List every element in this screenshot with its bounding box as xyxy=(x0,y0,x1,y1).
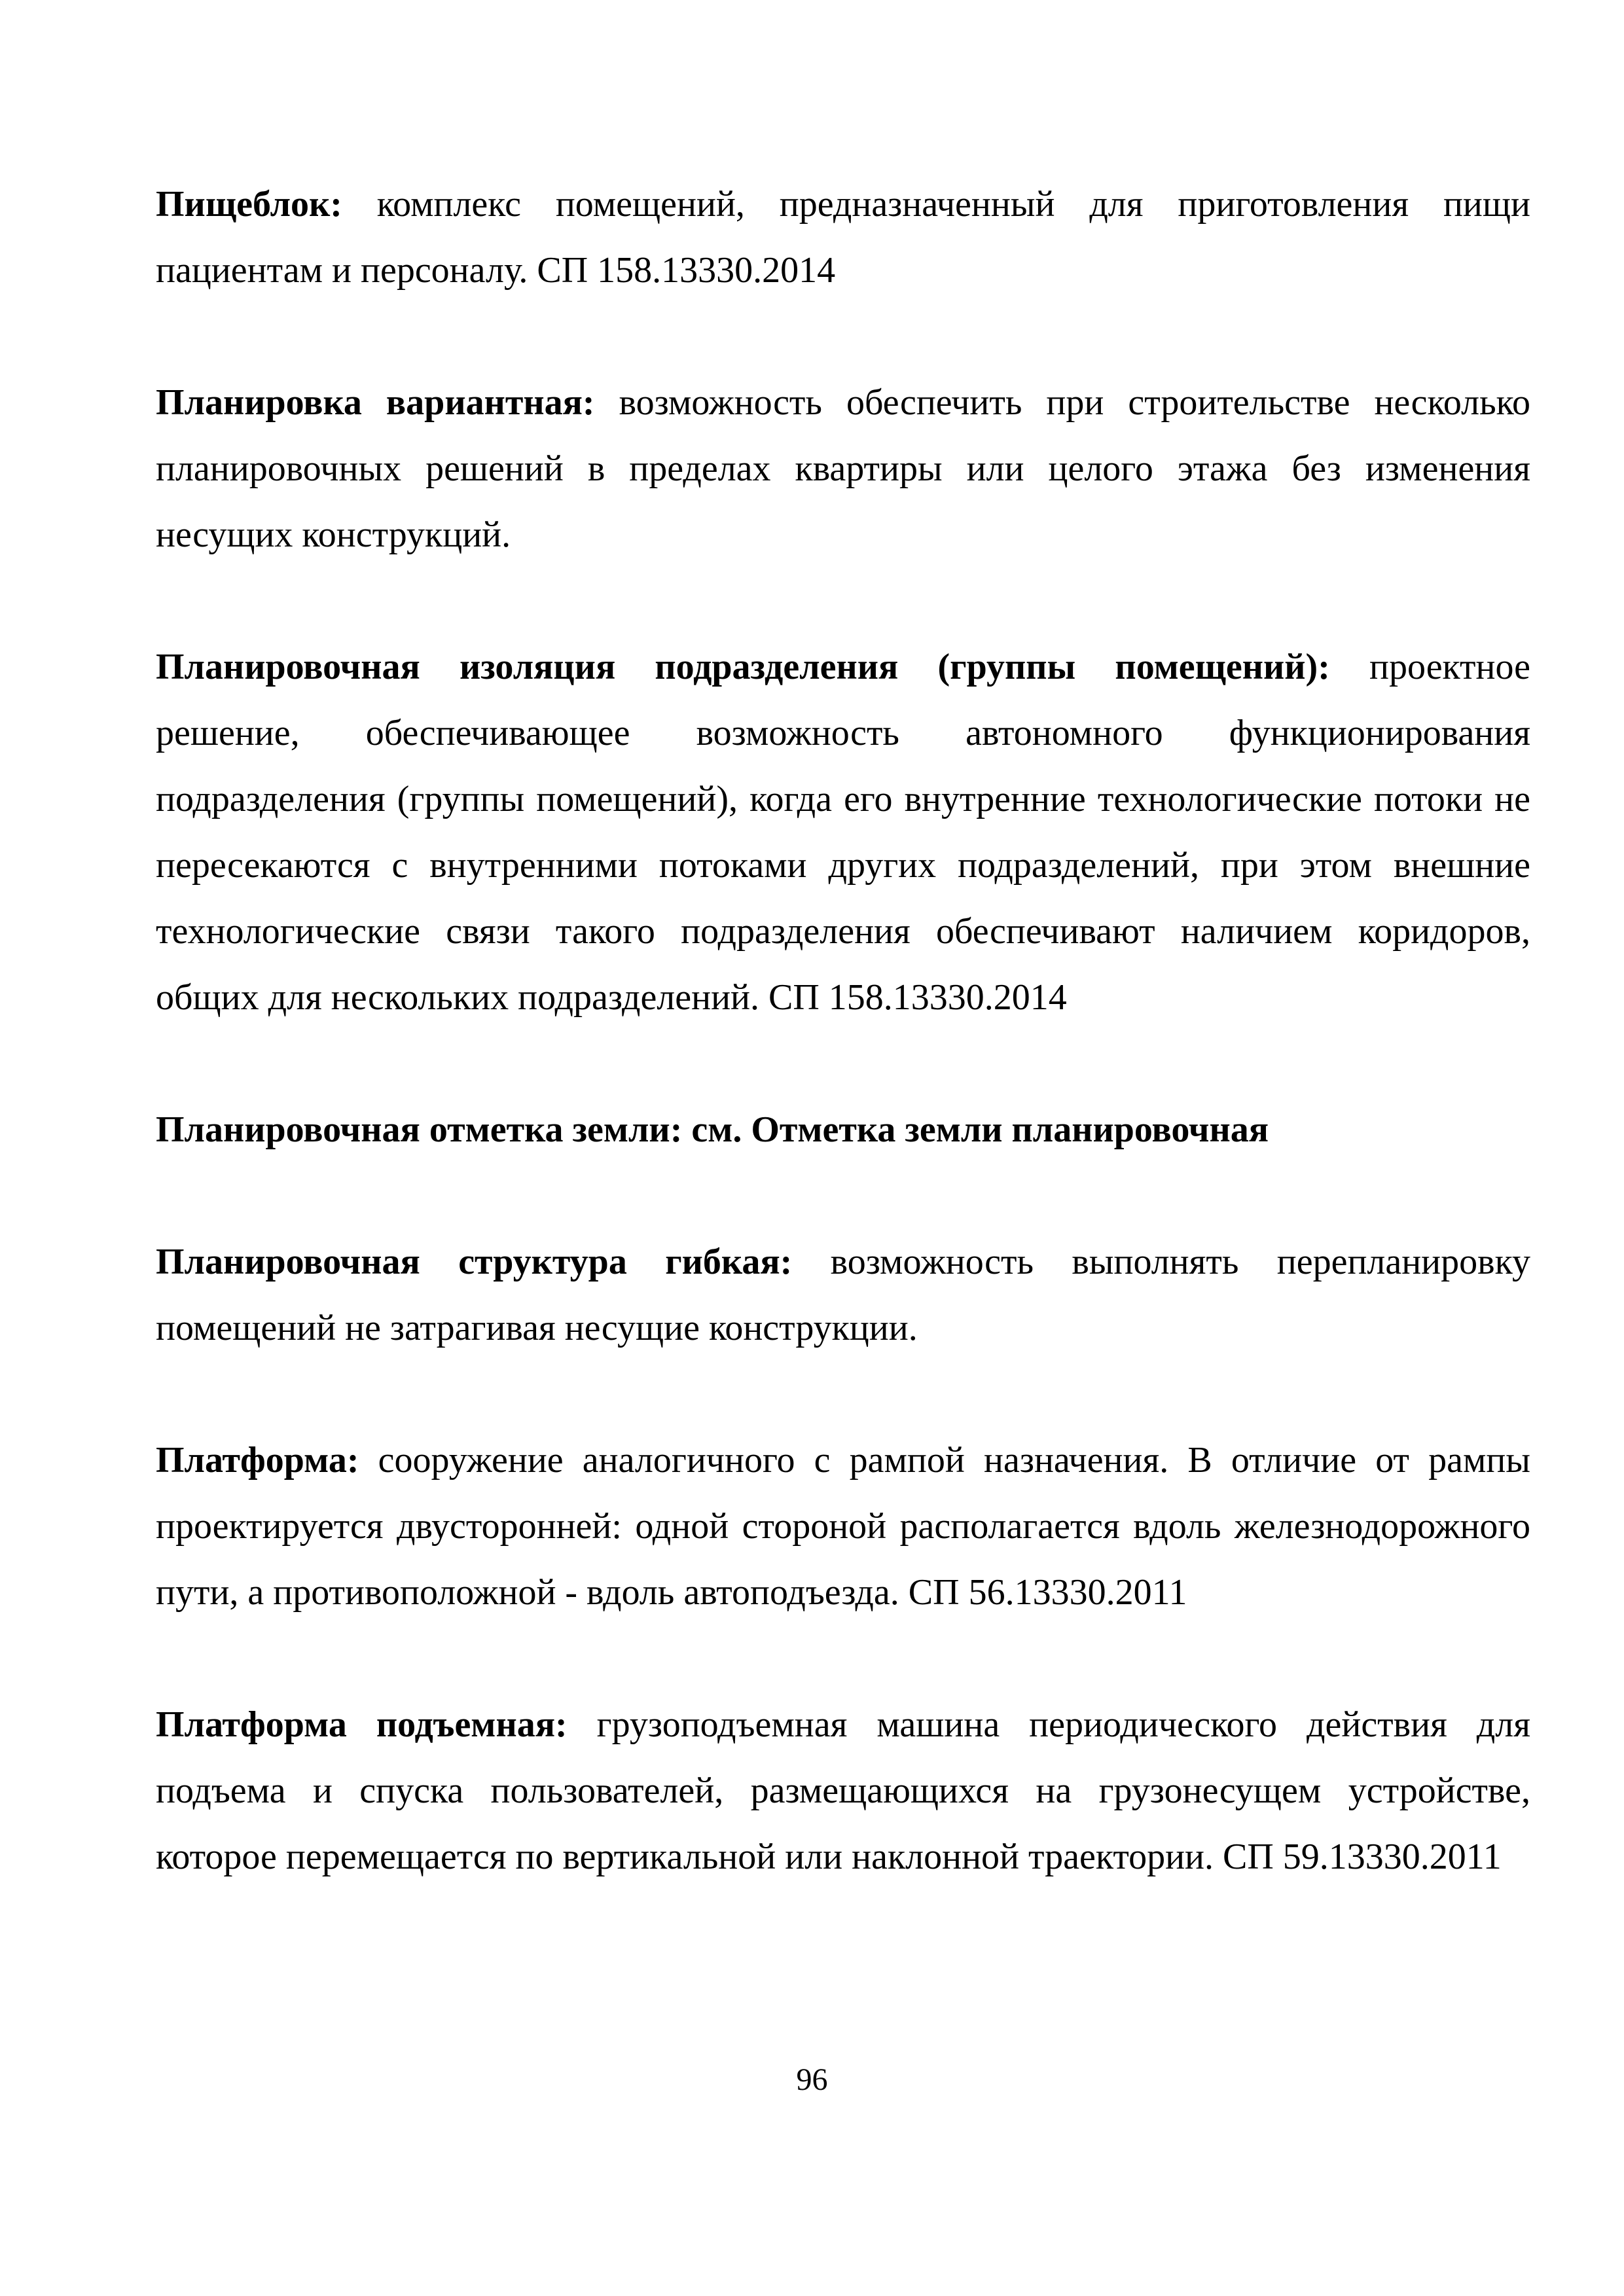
entry-definition: сооружение аналогичного с рампой назначения. В отличие от рампы проектируется двусторонней: одной стороной располагается вдоль железнодорожного пути, а противоположной - вдоль автоподъезда. СП 56.13330.2011 xyxy=(156,1440,1530,1613)
entry-term: Планировочная изоляция подразделения (группы помещений): xyxy=(156,647,1330,687)
glossary-entry-planirovka-variantnaya xyxy=(156,370,1530,568)
entry-term: Планировка вариантная: xyxy=(156,382,595,423)
entry-term: Планировочная отметка земли: см. Отметка земли планировочная xyxy=(156,1109,1269,1150)
entry-definition: возможность выполнять перепланировку помещений не затрагивая несущие конструкции. xyxy=(156,1242,1531,1348)
entry-definition: комплекс помещений, предназначенный для приготовления пищи пациентам и персоналу. СП 158.13330.2014 xyxy=(156,184,1530,291)
entry-term: Платформа подъемная: xyxy=(156,1704,568,1745)
glossary-content xyxy=(156,171,1530,1956)
entry-term: Планировочная структура гибкая: xyxy=(156,1242,793,1282)
entry-definition: возможность обеспечить при строительстве несколько планировочных решений в пределах квартиры или целого этажа без изменения несущих конструкций. xyxy=(156,382,1531,555)
entry-definition: грузоподъемная машина периодического действия для подъема и спуска пользователей, размещающихся на грузонесущем устройстве, которое перемещается по вертикальной или наклонной траектории. СП 59.13330.2011 xyxy=(156,1704,1531,1877)
glossary-entry-platforma-podemnaya xyxy=(156,1692,1530,1890)
glossary-entry-planirovochnaya-otmetka xyxy=(156,1097,1530,1163)
page-number: 96 xyxy=(796,2062,828,2097)
glossary-entry-platforma xyxy=(156,1427,1530,1626)
entry-definition: проектное решение, обеспечивающее возможность автономного функционирования подразделения (группы помещений), когда его внутренние технологические потоки не пересекаются с внутренними потоками других подразделений, при этом внешние технологические связи такого подразделения обеспечивают наличием коридоров, общих для нескольких подразделений. СП 158.13330.2014 xyxy=(156,647,1531,1018)
glossary-entry-pishcheblok xyxy=(156,171,1530,304)
entry-term: Пищеблок: xyxy=(156,184,342,224)
entry-term: Платформа: xyxy=(156,1440,359,1480)
glossary-entry-planirovochnaya-struktura xyxy=(156,1229,1530,1361)
glossary-entry-planirovochnaya-izolyatsiya xyxy=(156,634,1530,1031)
